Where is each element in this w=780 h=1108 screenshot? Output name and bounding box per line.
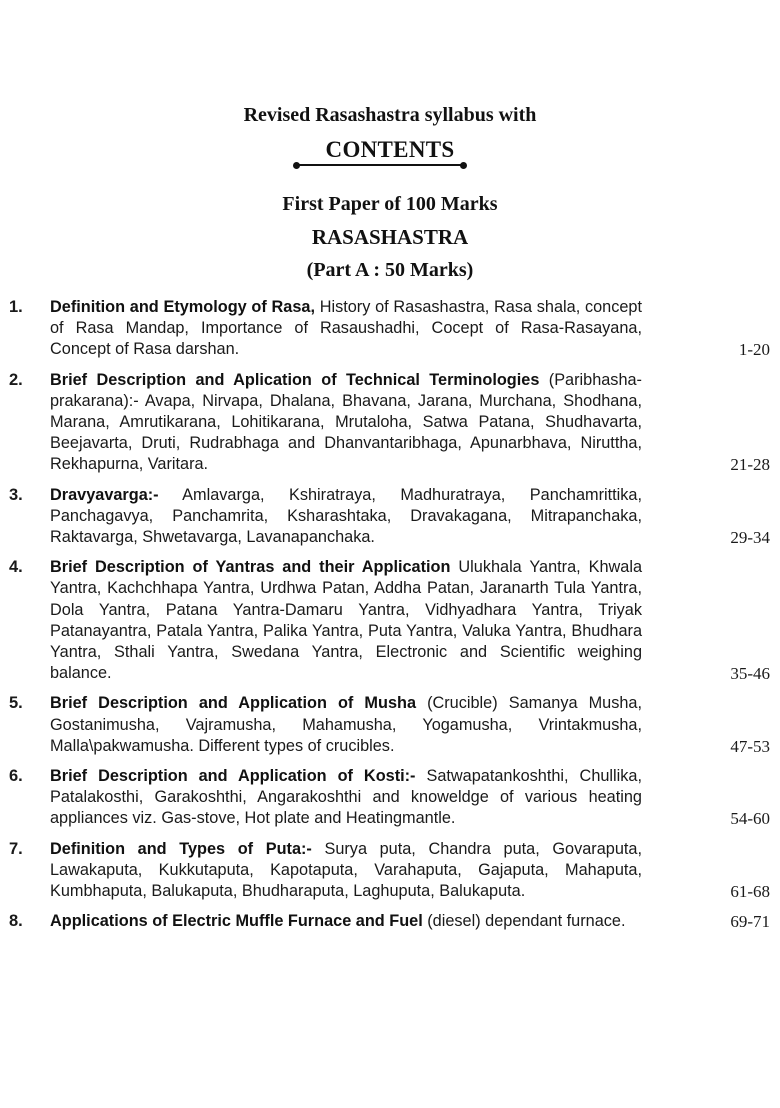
part-heading: (Part A : 50 Marks) xyxy=(306,259,474,281)
item-number: 3. xyxy=(9,485,23,504)
item-heading: Applications of Electric Muffle Furnace and Fuel xyxy=(50,912,423,931)
document-title-line: Revised Rasashastra syllabus with xyxy=(243,104,537,126)
item-text: History of Rasashastra, Rasa shala, concept of Rasa Mandap, Importance of Rasaushadhi, Cocept of Rasa-Rasayana, Concept of Rasa darshan. xyxy=(50,298,642,359)
contents-heading: CONTENTS xyxy=(325,137,455,162)
item-pages: 1-20 xyxy=(738,340,770,360)
item-heading: Brief Description of Yantras and their Application xyxy=(50,558,451,577)
item-body xyxy=(50,557,642,684)
item-heading: Brief Description and Application of Kosti:- xyxy=(50,767,416,786)
contents-item xyxy=(0,485,780,549)
item-number: 1. xyxy=(9,298,23,316)
item-number: 2. xyxy=(9,370,23,389)
item-number: 8. xyxy=(9,912,23,931)
subject-heading: RASASHASTRA xyxy=(311,225,469,249)
contents-list xyxy=(0,297,780,941)
contents-item xyxy=(0,839,780,903)
contents-item xyxy=(0,911,780,932)
contents-item xyxy=(0,693,780,757)
contents-item xyxy=(0,370,780,476)
item-body xyxy=(50,911,642,932)
item-pages: 29-34 xyxy=(730,528,770,548)
item-text: (Paribhasha-prakarana):- Avapa, Nirvapa, Dhalana, Bhavana, Jarana, Murchana, Shodhana, Marana, Amrutikarana, Lohitikarana, Mrutaloha, Satwa Patana, Shudhavarta, Beejavarta, Druti, Rudrabhaga and Dhanvantaribhaga, Apunarbhava, Niruttha, Rekhapurna, Varitara. xyxy=(50,370,642,474)
item-number: 4. xyxy=(9,558,23,577)
item-pages: 47-53 xyxy=(730,736,770,756)
contents-item xyxy=(0,297,780,361)
item-body xyxy=(50,370,642,476)
item-pages: 21-28 xyxy=(730,455,770,475)
item-heading: Definition and Etymology of Rasa, xyxy=(50,298,315,316)
item-text: (Crucible) Samanya Musha, Gostanimusha, Vajramusha, Mahamusha, Yogamusha, Vrintakmusha, Malla\pakwamusha. Different types of crucibles. xyxy=(50,694,642,755)
item-body xyxy=(50,485,642,549)
item-number: 6. xyxy=(9,767,23,786)
item-body xyxy=(50,693,642,757)
item-heading: Dravyavarga:- xyxy=(50,485,159,504)
item-body xyxy=(50,297,642,361)
item-text: (diesel) dependant furnace. xyxy=(422,912,626,931)
item-pages: 69-71 xyxy=(730,912,770,932)
item-body xyxy=(50,766,642,830)
paper-heading: First Paper of 100 Marks xyxy=(282,193,498,215)
contents-item xyxy=(0,557,780,684)
item-number: 7. xyxy=(9,839,23,858)
item-text: Surya puta, Chandra puta, Govaraputa, Lawakaputa, Kukkutaputa, Kapotaputa, Varahaputa, Gajaputa, Mahaputa, Kumbhaputa, Balukaputa, Bhudharaputa, Laghuputa, Balukaputa. xyxy=(50,839,642,901)
decorative-rule xyxy=(296,164,464,166)
item-heading: Brief Description and Aplication of Technical Terminologies xyxy=(50,370,540,389)
item-body xyxy=(50,839,642,903)
item-number: 5. xyxy=(9,694,23,713)
item-pages: 54-60 xyxy=(730,809,770,829)
item-heading: Brief Description and Application of Musha xyxy=(50,694,416,713)
contents-item xyxy=(0,766,780,830)
item-text: Ulukhala Yantra, Khwala Yantra, Kachchhapa Yantra, Urdhwa Patan, Addha Patan, Jaranarth Tula Yantra, Dola Yantra, Patana Yantra-Damaru Yantra, Vidhyadhara Yantra, Triyak Patanayantra, Patala Yantra, Palika Yantra, Puta Yantra, Valuka Yantra, Bhudhara Yantra, Sthali Yantra, Swedana Yantra, Electronic and Scientific weighing balance. xyxy=(50,558,643,683)
item-text: Satwapatankoshthi, Chullika, Patalakosthi, Garakoshthi, Angarakoshthi and knoweldge of various heating appliances viz. Gas-stove, Hot plate and Heatingmantle. xyxy=(50,767,642,828)
item-pages: 61-68 xyxy=(730,882,770,902)
item-pages: 35-46 xyxy=(730,664,770,684)
item-heading: Definition and Types of Puta:- xyxy=(50,839,312,858)
item-text: Amlavarga, Kshiratraya, Madhuratraya, Panchamrittika, Panchagavya, Panchamrita, Ksharashtaka, Dravakagana, Mitrapanchaka, Raktavarga, Shwetavarga, Lavanapanchaka. xyxy=(50,485,642,547)
